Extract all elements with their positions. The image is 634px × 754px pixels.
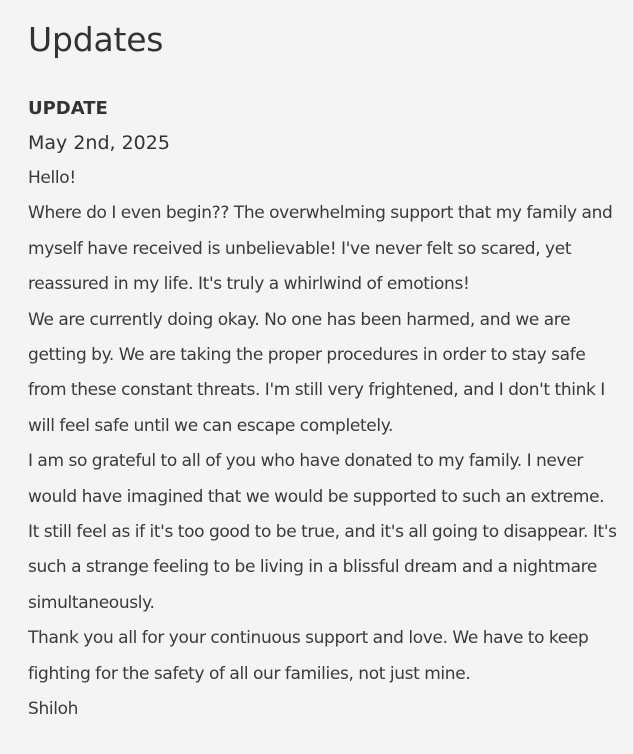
update-paragraph-support: Where do I even begin?? The overwhelming support that my family and myself have received is unbelievable! I've never felt so scared, yet reassured in my life. It's truly a whirlwind of emotions! bbox=[28, 203, 613, 295]
update-entry bbox=[28, 98, 618, 728]
update-date: May 2nd, 2025 bbox=[28, 132, 170, 154]
update-paragraph-gratitude: I am so grateful to all of you who have donated to my family. I never would have imagined that we would be supported to such an extreme. It still feel as if it's too good to be true, and it's all going to disappear. It's such a strange feeling to be living in a blissful dream and a nightmare simultaneously. bbox=[28, 451, 617, 613]
page-title: Updates bbox=[28, 20, 164, 59]
update-paragraph-thanks: Thank you all for your continuous support and love. We have to keep fighting for the safety of all our families, not just mine. bbox=[28, 628, 589, 684]
updates-section bbox=[28, 0, 618, 728]
update-label: UPDATE bbox=[28, 98, 108, 119]
update-signature: Shiloh bbox=[28, 699, 79, 720]
update-paragraph-greeting: Hello! bbox=[28, 168, 76, 188]
update-paragraph-status: We are currently doing okay. No one has been harmed, and we are getting by. We are taking the proper procedures in order to stay safe from these constant threats. I'm still very frightened, and I don't think I will feel safe until we can escape completely. bbox=[28, 309, 605, 436]
update-body bbox=[28, 161, 618, 728]
